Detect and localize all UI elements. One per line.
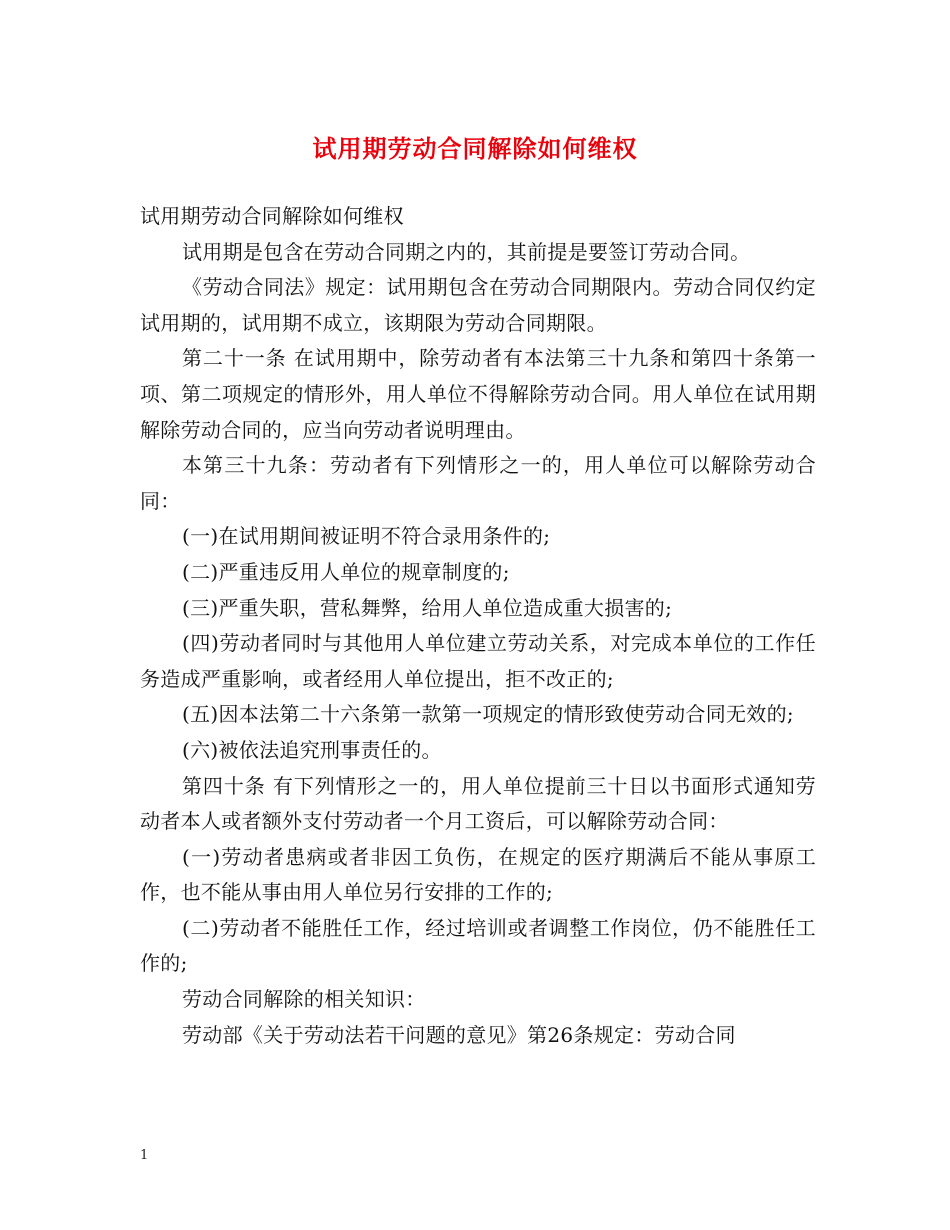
paragraph: 第四十条 有下列情形之一的，用人单位提前三十日以书面形式通知劳动者本人或者额外支付劳动者一个月工资后，可以解除劳动合同：: [140, 773, 816, 834]
paragraph: 劳动部《关于劳动法若干问题的意见》第26条规定：劳动合同: [182, 1022, 736, 1047]
list-item: (六)被依法追究刑事责任的。: [182, 737, 442, 762]
paragraph-subtitle: 试用期劳动合同解除如何维权: [140, 204, 404, 228]
document-title: 试用期劳动合同解除如何维权: [312, 135, 638, 163]
list-item: (三)严重失职，营私舞弊，给用人单位造成重大损害的;: [182, 595, 673, 620]
paragraph: 第二十一条 在试用期中，除劳动者有本法第三十九条和第四十条第一项、第二项规定的情形外，用人单位不得解除劳动合同。用人单位在试用期解除劳动合同的，应当向劳动者说明理由。: [140, 346, 816, 442]
list-item: (四)劳动者同时与其他用人单位建立劳动关系，对完成本单位的工作任务造成严重影响，或者经用人单位提出，拒不改正的;: [140, 631, 816, 691]
page-number: 1: [140, 1148, 149, 1163]
list-item: (二)劳动者不能胜任工作，经过培训或者调整工作岗位，仍不能胜任工作的;: [140, 915, 816, 976]
document-body: [140, 199, 816, 1053]
list-item: (一)劳动者患病或者非因工负伤，在规定的医疗期满后不能从事原工作，也不能从事由用人单位另行安排的工作的;: [140, 844, 816, 905]
list-item: (二)严重违反用人单位的规章制度的;: [182, 559, 510, 584]
list-item: (一)在试用期间被证明不符合录用条件的;: [182, 524, 551, 549]
list-item: (五)因本法第二十六条第一款第一项规定的情形致使劳动合同无效的;: [182, 702, 794, 727]
paragraph: 试用期是包含在劳动合同期之内的，其前提是要签订劳动合同。: [182, 239, 751, 264]
paragraph: 本第三十九条：劳动者有下列情形之一的，用人单位可以解除劳动合同：: [140, 453, 816, 513]
section-heading: 劳动合同解除的相关知识：: [182, 987, 426, 1012]
paragraph: 《劳动合同法》规定：试用期包含在劳动合同期限内。劳动合同仅约定试用期的，试用期不成立，该期限为劳动合同期限。: [140, 275, 816, 335]
